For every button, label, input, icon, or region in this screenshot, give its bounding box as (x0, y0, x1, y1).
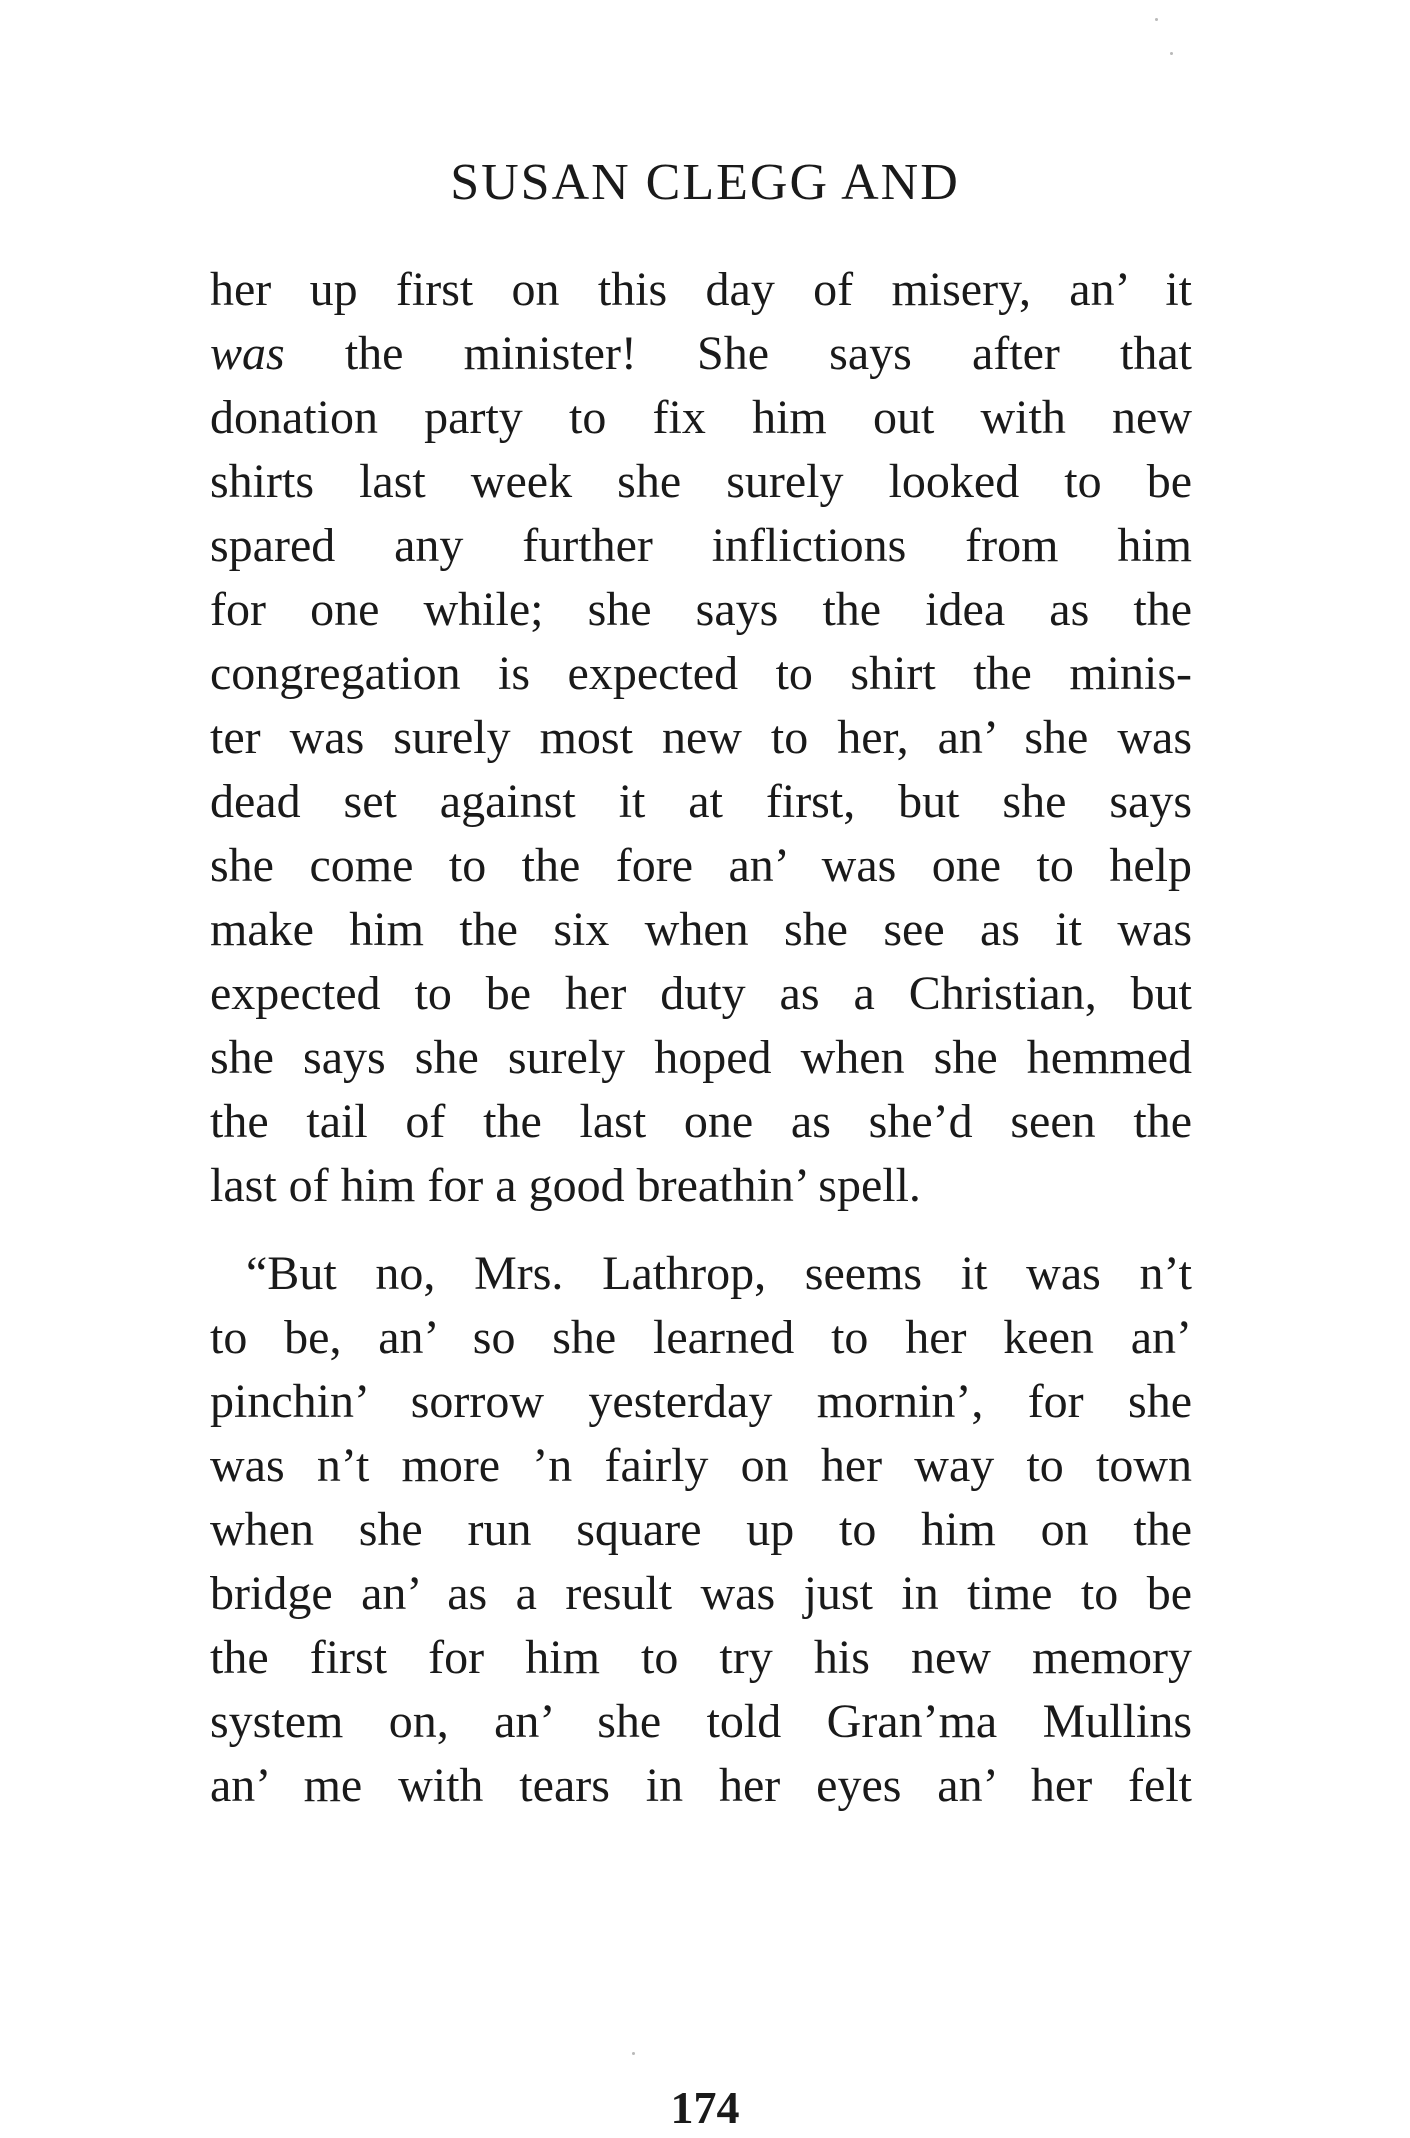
text-line: when she run square up to him on the (210, 1503, 1192, 1556)
text-line: the first for him to try his new memory (210, 1631, 1192, 1684)
text-line (210, 322, 1192, 386)
text-line: she come to the fore an’ was one to help (210, 839, 1192, 892)
text-line: the tail of the last one as she’d seen the (210, 1095, 1192, 1148)
paragraph-start-line: “But no, Mrs. Lathrop, seems it was n’t (246, 1247, 1192, 1300)
scan-speck (632, 2052, 635, 2055)
text-line: make him the six when she see as it was (210, 903, 1192, 956)
text-line: congregation is expected to shirt the minis- (210, 647, 1192, 700)
paragraph-end-line: last of him for a good breathin’ spell. (210, 1159, 921, 1212)
text-line: system on, an’ she told Gran’ma Mullins (210, 1695, 1192, 1748)
text-line-post: the minister! She says after that (284, 327, 1192, 380)
scan-speck (1170, 52, 1173, 55)
emphasized-word: was (210, 327, 285, 380)
text-line: bridge an’ as a result was just in time to be (210, 1567, 1192, 1620)
text-line: ter was surely most new to her, an’ she was (210, 711, 1192, 764)
text-line: for one while; she says the idea as the (210, 583, 1192, 636)
running-head: SUSAN CLEGG AND (450, 154, 960, 211)
body-text (210, 258, 1192, 1818)
text-line: donation party to fix him out with new (210, 391, 1192, 444)
scan-speck (1155, 18, 1158, 21)
page-number: 174 (670, 2082, 740, 2133)
text-line: to be, an’ so she learned to her keen an’ (210, 1311, 1192, 1364)
text-line: an’ me with tears in her eyes an’ her felt (210, 1759, 1192, 1812)
text-line: was n’t more ’n fairly on her way to town (210, 1439, 1192, 1492)
text-line: her up first on this day of misery, an’ it (210, 263, 1192, 316)
text-line: dead set against it at first, but she says (210, 775, 1192, 828)
text-line: shirts last week she surely looked to be (210, 455, 1192, 508)
text-line: spared any further inflictions from him (210, 519, 1192, 572)
text-line: pinchin’ sorrow yesterday mornin’, for she (210, 1375, 1192, 1428)
text-line: expected to be her duty as a Christian, but (210, 967, 1192, 1020)
text-line: she says she surely hoped when she hemmed (210, 1031, 1192, 1084)
